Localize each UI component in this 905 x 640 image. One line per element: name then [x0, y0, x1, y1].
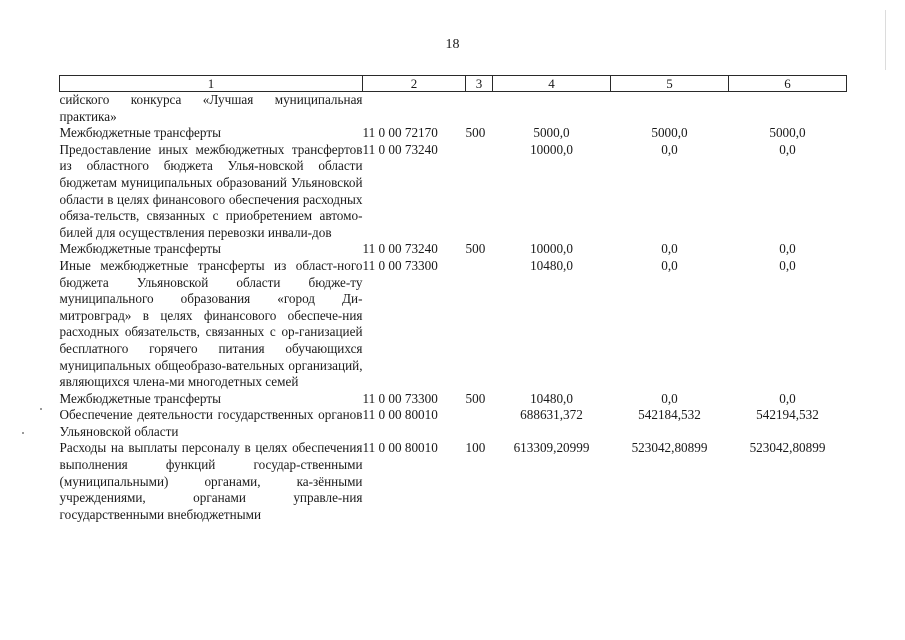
- row-code: 11 0 00 73240: [362, 241, 438, 257]
- row-value-col6: [729, 92, 847, 126]
- row-expense-type: 500: [465, 125, 486, 141]
- row-expense-type: [466, 258, 493, 391]
- row-value-col5: 523042,80899: [631, 440, 708, 456]
- row-value-col5: 5000,0: [651, 125, 688, 141]
- row-value-col4: 10000,0: [530, 141, 573, 157]
- row-value-col5: 0,0: [661, 257, 678, 273]
- column-header: 3: [466, 76, 493, 92]
- column-header: 1: [60, 76, 363, 92]
- row-description: сийского конкурса «Лучшая муниципальная практика»: [59, 92, 363, 124]
- scan-artifact: [22, 432, 24, 434]
- row-description: Иные межбюджетные трансферты из област-ного бюджета Ульяновской области бюдже-ту муниципального образования «город Ди-митровград» в целях финансового обеспече-ния расходных обязательств, связанных с ор-ганизацией бесплатного горячего питания обучающихся муниципальных общеобразо-вательных организаций, являющихся члена-ми многодетных семей: [59, 257, 363, 390]
- row-code: 11 0 00 80010: [362, 440, 438, 456]
- row-value-col4: 688631,372: [520, 407, 583, 423]
- row-value-col6: 5000,0: [769, 125, 806, 141]
- row-description: Расходы на выплаты персоналу в целях обеспечения выполнения функций государ-ственными (муниципальными) органами, ка-зёнными учреждениями, органами управле-ния государственными внебюджетными: [59, 440, 363, 522]
- row-value-col4: 10480,0: [530, 257, 573, 273]
- budget-table: [59, 75, 847, 523]
- column-header: 4: [493, 76, 611, 92]
- row-value-col5: 0,0: [661, 241, 678, 257]
- row-value-col5: [611, 92, 729, 126]
- row-code: 11 0 00 72170: [362, 125, 438, 141]
- table-row: [60, 142, 847, 242]
- row-code: 11 0 00 73300: [362, 257, 438, 273]
- column-header: 5: [611, 76, 729, 92]
- row-expense-type: 500: [465, 390, 486, 406]
- row-value-col4: 613309,20999: [513, 440, 590, 456]
- row-code: 11 0 00 73240: [362, 141, 438, 157]
- row-value-col6: 0,0: [779, 241, 796, 257]
- row-value-col4: 10480,0: [530, 390, 573, 406]
- row-code: 11 0 00 73300: [362, 390, 438, 406]
- row-expense-type: 500: [465, 241, 486, 257]
- scan-artifact: [885, 10, 886, 70]
- row-code: [363, 92, 466, 126]
- row-value-col4: 5000,0: [533, 125, 570, 141]
- scan-artifact: [40, 408, 42, 410]
- row-code: 11 0 00 80010: [362, 407, 438, 423]
- row-value-col5: 542184,532: [638, 407, 701, 423]
- row-value-col6: 523042,80899: [749, 440, 826, 456]
- column-header: 6: [729, 76, 847, 92]
- row-value-col5: 0,0: [661, 390, 678, 406]
- table-header-row: [60, 76, 847, 92]
- table-row: [60, 241, 847, 258]
- row-expense-type: [466, 142, 493, 242]
- table-row: [60, 440, 847, 523]
- table-row: [60, 258, 847, 391]
- row-description: Межбюджетные трансферты: [59, 390, 221, 406]
- row-description: Предоставление иных межбюджетных трансфертов из областного бюджета Улья-новской области бюджетам муниципальных образований Ульяновской области в целях финансового обеспечения расходных обяза-тельств, связанных с приобретением автомо-билей для осуществления перевозки инвали-дов: [59, 141, 363, 240]
- row-expense-type: 100: [465, 440, 486, 456]
- table-row: [60, 407, 847, 440]
- column-header: 2: [363, 76, 466, 92]
- table-row: [60, 92, 847, 126]
- row-value-col6: 0,0: [779, 141, 796, 157]
- row-description: Межбюджетные трансферты: [59, 241, 221, 257]
- row-value-col4: [493, 92, 611, 126]
- table-row: [60, 391, 847, 408]
- row-value-col4: 10000,0: [530, 241, 573, 257]
- page-number: 18: [445, 37, 460, 52]
- row-description: Межбюджетные трансферты: [59, 125, 221, 141]
- row-value-col5: 0,0: [661, 141, 678, 157]
- row-expense-type: [466, 92, 493, 126]
- row-description: Обеспечение деятельности государственных органов Ульяновской области: [59, 407, 363, 439]
- row-value-col6: 0,0: [779, 257, 796, 273]
- row-expense-type: [466, 407, 493, 440]
- row-value-col6: 0,0: [779, 390, 796, 406]
- row-value-col6: 542194,532: [756, 407, 819, 423]
- table-row: [60, 125, 847, 142]
